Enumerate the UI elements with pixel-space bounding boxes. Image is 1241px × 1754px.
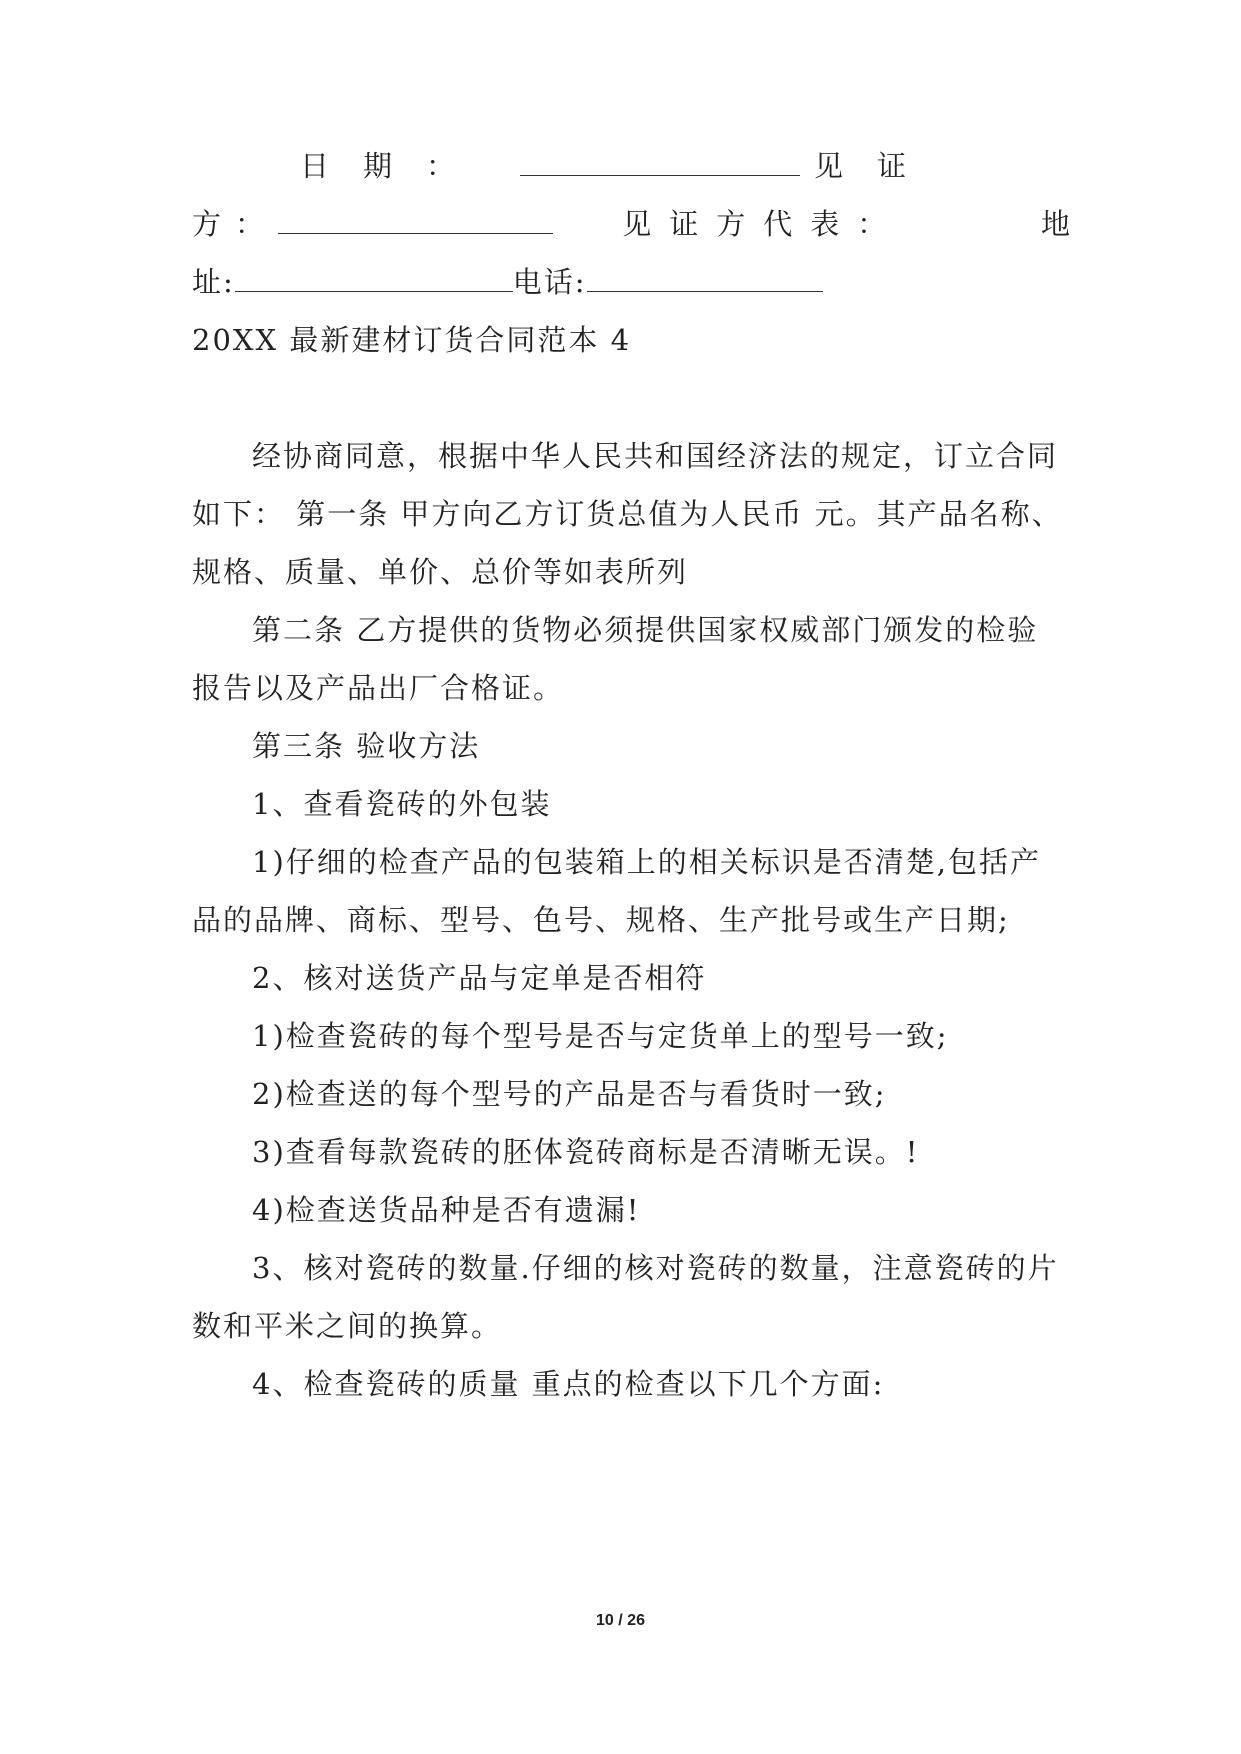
article-2-line-2: 报告以及产品出厂合格证。	[192, 671, 565, 705]
phone-label: 电话:	[512, 265, 587, 299]
date-label: 日期：	[300, 149, 490, 183]
witness-label-end: 方：	[192, 207, 279, 241]
address-label-end: 址:	[192, 265, 235, 299]
witness-line	[192, 204, 1072, 244]
article-3-heading: 第三条 验收方法	[252, 729, 481, 763]
witness-rep-label: 见证方代表：	[622, 207, 905, 241]
date-blank	[520, 149, 800, 176]
item-2: 2、核对送货产品与定单是否相符	[252, 961, 707, 995]
item-3-line-2: 数和平米之间的换算。	[192, 1309, 503, 1343]
intro-line-3: 规格、质量、单价、总价等如表所列	[192, 555, 689, 589]
item-2-2: 2)检查送的每个型号的产品是否与看货时一致;	[252, 1077, 887, 1111]
address-phone-line	[192, 262, 1072, 302]
page-number: 10 / 26	[596, 1612, 645, 1629]
item-1: 1、查看瓷砖的外包装	[252, 787, 552, 821]
address-label-start: 地	[1040, 207, 1072, 241]
doc-title: 20XX 最新建材订货合同范本 4	[192, 323, 632, 357]
item-2-4: 4)检查送货品种是否有遗漏!	[252, 1193, 641, 1227]
item-3-line-1: 3、核对瓷砖的数量.仔细的核对瓷砖的数量，注意瓷砖的片	[252, 1251, 1059, 1285]
item-2-3: 3)查看每款瓷砖的胚体瓷砖商标是否清晰无误。!	[252, 1135, 920, 1169]
article-2-line-1: 第二条 乙方提供的货物必须提供国家权威部门颁发的检验	[252, 613, 1039, 647]
intro-line-1: 经协商同意，根据中华人民共和国经济法的规定，订立合同	[252, 439, 1059, 473]
item-2-1: 1)检查瓷砖的每个型号是否与定货单上的型号一致;	[252, 1019, 949, 1053]
witness-label-start: 见证	[813, 149, 940, 183]
date-line	[300, 146, 940, 186]
witness-blank	[278, 207, 553, 234]
phone-blank	[587, 265, 823, 292]
intro-line-2: 如下： 第一条 甲方向乙方订货总值为人民币 元。其产品名称、	[192, 497, 1063, 531]
item-4: 4、检查瓷砖的质量 重点的检查以下几个方面:	[252, 1367, 885, 1401]
item-1-1-line-2: 品的品牌、商标、型号、色号、规格、生产批号或生产日期;	[192, 903, 1010, 937]
item-1-1-line-1: 1)仔细的检查产品的包装箱上的相关标识是否清楚,包括产	[252, 845, 1041, 879]
address-blank	[235, 265, 513, 292]
